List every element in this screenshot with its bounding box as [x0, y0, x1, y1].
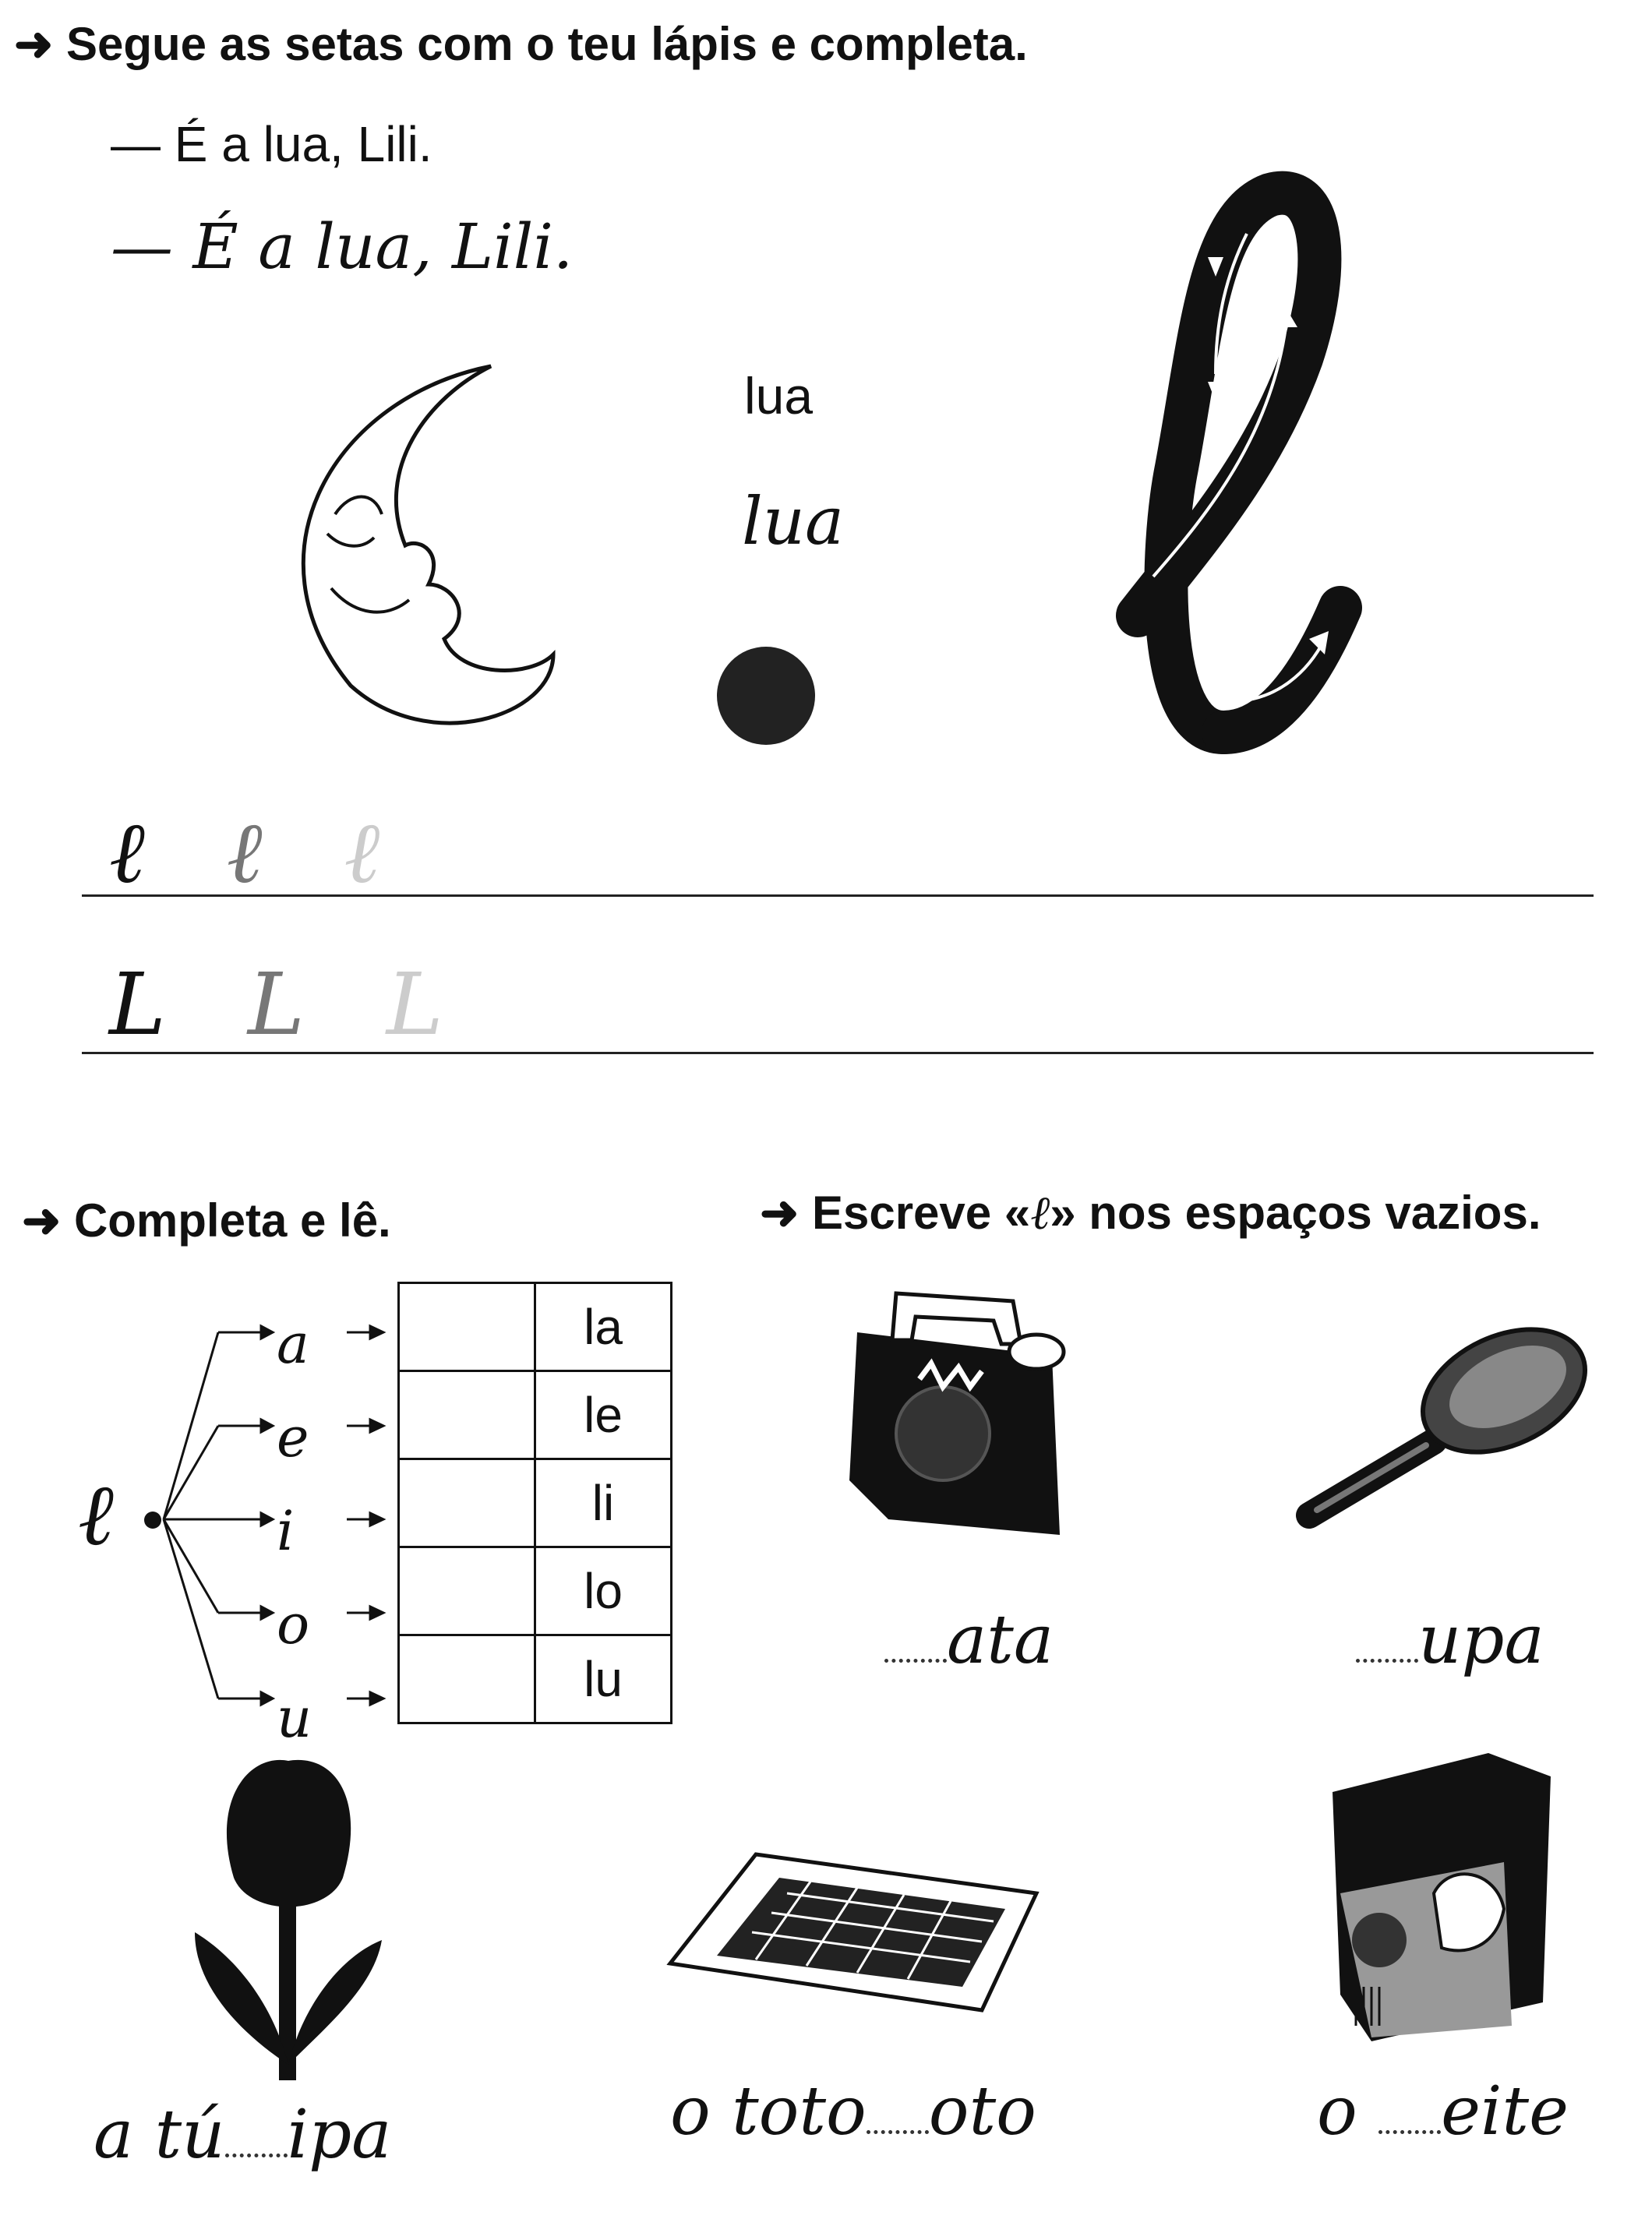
syllable-lu: lu — [535, 1635, 672, 1723]
word-lata-blank[interactable] — [884, 1659, 947, 1663]
black-dot — [717, 647, 815, 745]
jerry-can-illustration — [834, 1270, 1099, 1550]
practice-lower-1: ℓ — [109, 803, 145, 902]
word-lototo-prefix: o toto — [670, 2072, 867, 2150]
syllable-root: ℓ — [78, 1465, 114, 1565]
practice-upper-1: L — [109, 954, 167, 1054]
instruction-complete: ➜ Completa e lê. — [22, 1194, 391, 1247]
practice-lower-2: ℓ — [226, 803, 263, 902]
vowel-i: i — [277, 1499, 295, 1563]
lottery-ticket-illustration — [662, 1847, 1044, 2018]
word-lupa — [1356, 1601, 1544, 1679]
word-tulipa-prefix: a tú — [94, 2096, 225, 2174]
practice-lower-3: ℓ — [344, 803, 380, 902]
syllable-table — [397, 1282, 672, 1724]
word-lototo-blank[interactable] — [867, 2130, 929, 2134]
syllable-blank-lo[interactable] — [399, 1547, 535, 1635]
writing-line-1[interactable] — [82, 894, 1594, 897]
word-leite-blank[interactable] — [1378, 2130, 1441, 2134]
tulip-illustration — [179, 1753, 397, 2088]
letter-l-trace-guide — [1091, 140, 1387, 764]
syllable-lo: lo — [535, 1547, 672, 1635]
practice-upper-3: L — [386, 954, 443, 1054]
magnifier-illustration — [1286, 1325, 1597, 1543]
word-lototo-suffix: oto — [928, 2072, 1036, 2150]
word-lata — [884, 1601, 1054, 1679]
dialog-cursive: — É a lua, Lili. — [111, 210, 574, 283]
table-row — [399, 1371, 672, 1459]
syllable-blank-li[interactable] — [399, 1459, 535, 1547]
practice-row-lower — [109, 803, 379, 903]
table-row — [399, 1635, 672, 1723]
vowel-e: e — [277, 1406, 309, 1469]
word-tulipa-blank[interactable] — [225, 2154, 288, 2157]
word-lupa-blank[interactable] — [1356, 1659, 1418, 1663]
vowel-u: u — [277, 1686, 312, 1750]
vowel-o: o — [277, 1593, 310, 1656]
instruction-write-suffix: » nos espaços vazios. — [1050, 1187, 1541, 1239]
instruction-write-letter: ℓ — [1030, 1186, 1050, 1240]
instruction-trace: ➜ Segue as setas com o teu lápis e completa. — [14, 18, 1028, 70]
syllable-branches — [156, 1286, 390, 1722]
word-tulipa — [94, 2096, 391, 2174]
table-row — [399, 1547, 672, 1635]
dialog-print: — É a lua, Lili. — [111, 116, 432, 172]
table-row — [399, 1459, 672, 1547]
word-lata-suffix: ata — [947, 1601, 1054, 1679]
instruction-write — [760, 1186, 1541, 1240]
moon-illustration — [195, 351, 569, 732]
table-row — [399, 1283, 672, 1371]
syllable-vowels — [277, 1297, 312, 1765]
syllable-li: li — [535, 1459, 672, 1547]
syllable-le: le — [535, 1371, 672, 1459]
word-leite-suffix: eite — [1441, 2072, 1569, 2150]
word-lua-print: lua — [744, 367, 814, 425]
word-lua-cursive: lua — [742, 483, 845, 559]
syllable-blank-le[interactable] — [399, 1371, 535, 1459]
syllable-blank-lu[interactable] — [399, 1635, 535, 1723]
word-lototo — [670, 2072, 1036, 2150]
vowel-a: a — [277, 1312, 309, 1376]
practice-row-upper — [109, 954, 443, 1054]
word-tulipa-suffix: ipa — [287, 2096, 392, 2174]
milk-carton-illustration — [1325, 1737, 1558, 2049]
writing-line-2[interactable] — [82, 1052, 1594, 1054]
instruction-write-prefix: ➜ Escreve « — [760, 1187, 1031, 1239]
word-leite-prefix: o — [1317, 2072, 1379, 2150]
syllable-la: la — [535, 1283, 672, 1371]
syllable-blank-la[interactable] — [399, 1283, 535, 1371]
word-lupa-suffix: upa — [1418, 1601, 1544, 1679]
word-leite — [1317, 2072, 1569, 2150]
practice-upper-2: L — [247, 954, 305, 1054]
